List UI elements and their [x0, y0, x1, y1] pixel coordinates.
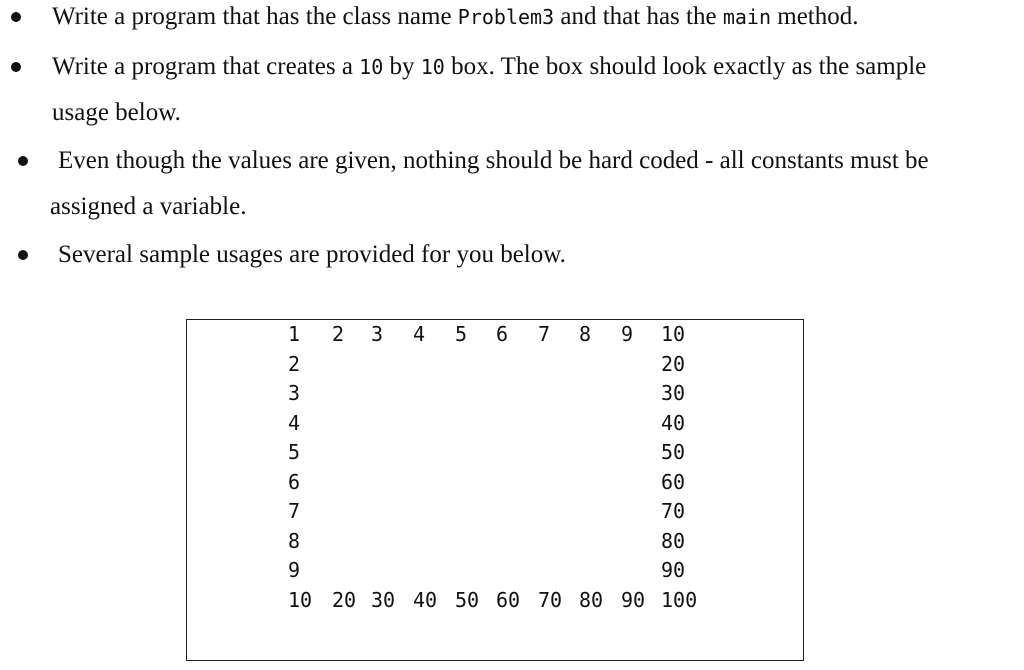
left-column-value: 6 — [288, 469, 301, 494]
left-column-value: 5 — [288, 440, 301, 464]
right-column-value: 50 — [661, 440, 686, 464]
top-row-value: 1 — [288, 322, 301, 346]
instruction-text-1: Write a program that has the class name Problem3 and that has the main method. — [52, 3, 859, 30]
bottom-row-value: 50 — [455, 587, 480, 612]
instruction-text-3-line-2: assigned a variable. — [50, 193, 247, 220]
bottom-row-value: 30 — [371, 587, 396, 612]
left-column-value: 9 — [288, 558, 301, 582]
top-row-value: 6 — [496, 322, 509, 346]
top-row-value: 9 — [621, 322, 634, 346]
bottom-row-value: 40 — [413, 587, 438, 612]
bottom-row-value: 60 — [496, 587, 521, 612]
top-row-value: 2 — [332, 322, 345, 346]
instruction-text-4: Several sample usages are provided for you below. — [58, 241, 566, 268]
top-row-value: 10 — [661, 322, 686, 346]
left-column-value: 3 — [288, 381, 301, 405]
bottom-row-value: 80 — [579, 587, 604, 612]
right-column-value: 40 — [661, 410, 686, 435]
bottom-row-value: 100 — [661, 587, 698, 612]
right-column-value: 30 — [661, 381, 686, 405]
top-row-value: 5 — [455, 322, 468, 346]
sample-output-box — [186, 319, 804, 661]
right-column-value: 20 — [661, 351, 686, 376]
instruction-text-2-line-2: usage below. — [52, 99, 181, 126]
instruction-text-3-line-1: Even though the values are given, nothing should be hard coded - all constants must be — [58, 147, 929, 174]
left-column-value: 2 — [288, 351, 301, 376]
top-row-value: 3 — [371, 322, 384, 346]
top-row-value: 4 — [413, 322, 426, 346]
bullet-dot-icon — [11, 62, 21, 72]
left-column-value: 7 — [288, 499, 301, 523]
bottom-row-value: 70 — [538, 587, 563, 612]
instruction-text-2-line-1: Write a program that creates a 10 by 10 box. The box should look exactly as the sample — [52, 53, 927, 80]
right-column-value: 80 — [661, 528, 686, 553]
bottom-row-value: 90 — [621, 587, 646, 612]
bullet-dot-icon — [18, 250, 28, 260]
top-row-value: 7 — [538, 322, 551, 346]
bottom-row-value: 20 — [332, 587, 357, 612]
right-column-value: 60 — [661, 469, 686, 494]
left-column-value: 8 — [288, 528, 301, 553]
right-column-value: 90 — [661, 558, 686, 582]
right-column-value: 70 — [661, 499, 686, 523]
top-row-value: 8 — [579, 322, 592, 346]
left-column-value: 4 — [288, 410, 301, 435]
bullet-dot-icon — [11, 12, 21, 22]
bullet-dot-icon — [18, 156, 28, 166]
bottom-row-value: 10 — [288, 587, 313, 612]
